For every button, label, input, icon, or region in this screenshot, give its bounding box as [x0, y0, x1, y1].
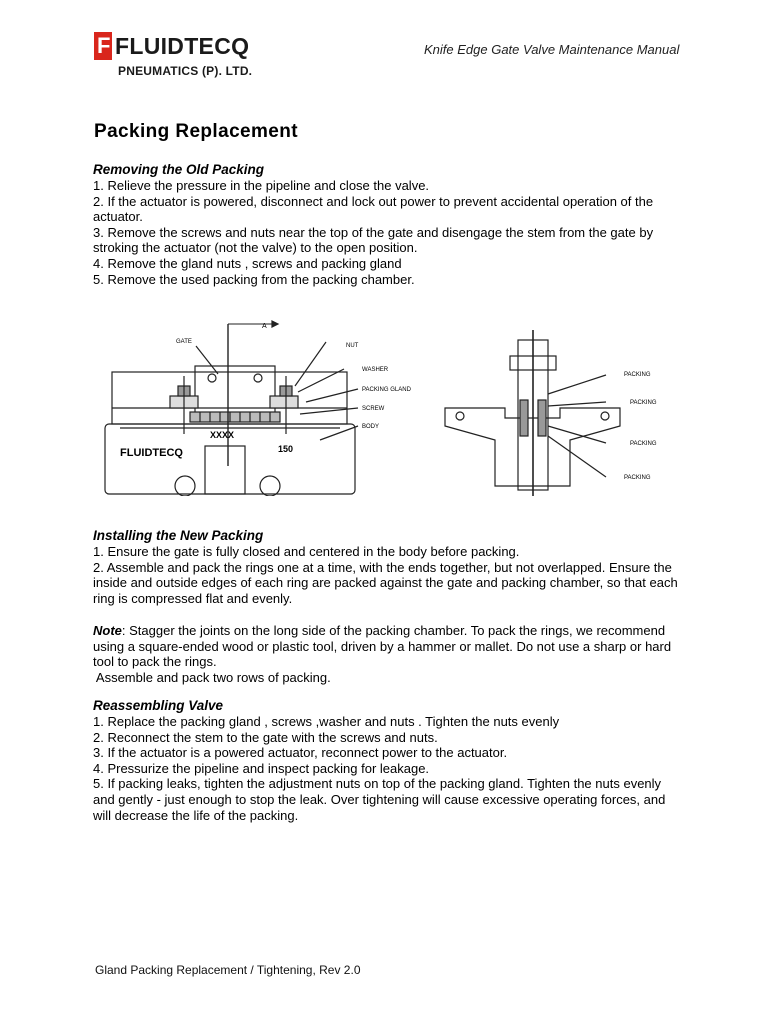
company-logo — [94, 32, 254, 80]
label-body: BODY — [362, 424, 380, 430]
installing-section — [93, 528, 683, 606]
label-packing: PACKING — [630, 400, 657, 406]
label-packing: PACKING — [624, 372, 651, 378]
reassembling-section — [93, 698, 683, 823]
removing-step: 5. Remove the used packing from the packing chamber. — [93, 271, 415, 287]
label-packing: PACKING — [624, 475, 651, 481]
body-rating-text: 150 — [278, 444, 294, 454]
reassembling-step: 3. If the actuator is a powered actuator, reconnect power to the actuator. — [93, 745, 508, 761]
note-text: : Stagger the joints on the long side of the packing chamber. To pack the rings, we recommend using a square-ended wood or plastic tool, driven by a hammer or mallet. Do not use a sharp or hard tool to pack the rings. — [93, 623, 672, 670]
removing-step: 3. Remove the screws and nuts near the top of the gate and disengage the stem from the gate by stroking the actuator (not the valve) to the open position. — [93, 224, 654, 256]
packing-diagram — [100, 316, 680, 496]
label-washer: WASHER — [362, 367, 389, 373]
page-title: Packing Replacement — [94, 121, 299, 142]
note-label: Note — [93, 623, 122, 638]
label-screw: SCREW — [362, 406, 385, 412]
body-brand-text: FLUIDTECQ — [120, 447, 183, 459]
removing-step: 1. Relieve the pressure in the pipeline and close the valve. — [93, 178, 430, 193]
reassembling-heading: Reassembling Valve — [93, 698, 224, 713]
valve-diagram-svg — [100, 316, 680, 496]
installing-heading: Installing the New Packing — [93, 528, 264, 543]
reassembling-step: 2. Reconnect the stem to the gate with the screws and nuts. — [93, 729, 438, 745]
label-packing-gland: PACKING GLAND — [362, 387, 411, 393]
logo-mark — [94, 32, 112, 60]
installing-paragraph: 2. Assemble and pack the rings one at a time, with the ends together, but not overlapped. Ensure the inside and outside edges of each ring are packed against the gate and packing chamber, so that each ring is compressed flat and evenly. — [93, 559, 678, 606]
document-title: Knife Edge Gate Valve Maintenance Manual — [424, 42, 680, 57]
logo-name: FLUIDTECQ — [115, 33, 250, 59]
reassembling-step: 1. Replace the packing gland , screws ,washer and nuts . Tighten the nuts evenly — [93, 714, 560, 729]
removing-heading: Removing the Old Packing — [93, 162, 265, 177]
logo-subtitle: PNEUMATICS (P). LTD. — [118, 64, 253, 78]
reassembling-step: 4. Pressurize the pipeline and inspect packing for leakage. — [93, 760, 430, 776]
body-marking-text: XXXX — [210, 430, 235, 440]
gate-plate-shape — [195, 366, 275, 414]
label-packing: PACKING — [630, 441, 657, 447]
label-nut: NUT — [346, 343, 359, 349]
logo-letter: F — [97, 33, 111, 58]
removing-section — [93, 162, 683, 287]
note-block — [93, 623, 683, 685]
note-paragraph — [93, 623, 683, 670]
label-a: A — [262, 323, 267, 330]
page-footer: Gland Packing Replacement / Tightening, Rev 2.0 — [95, 963, 361, 977]
removing-step: 2. If the actuator is powered, disconnect and lock out power to prevent accidental operation of the actuator. — [93, 193, 654, 225]
removing-step: 4. Remove the gland nuts , screws and packing gland — [93, 255, 402, 271]
installing-paragraph: 1. Ensure the gate is fully closed and centered in the body before packing. — [93, 544, 520, 559]
reassembling-step: 5. If packing leaks, tighten the adjustment nuts on top of the packing gland. Tighten the nuts evenly and gently - just enough to stop the leak. Over tightening will cause excessive operating forces, and will decrease the life of the packing. — [93, 776, 666, 823]
label-gate: GATE — [176, 339, 192, 345]
note-extra: Assemble and pack two rows of packing. — [93, 669, 331, 685]
